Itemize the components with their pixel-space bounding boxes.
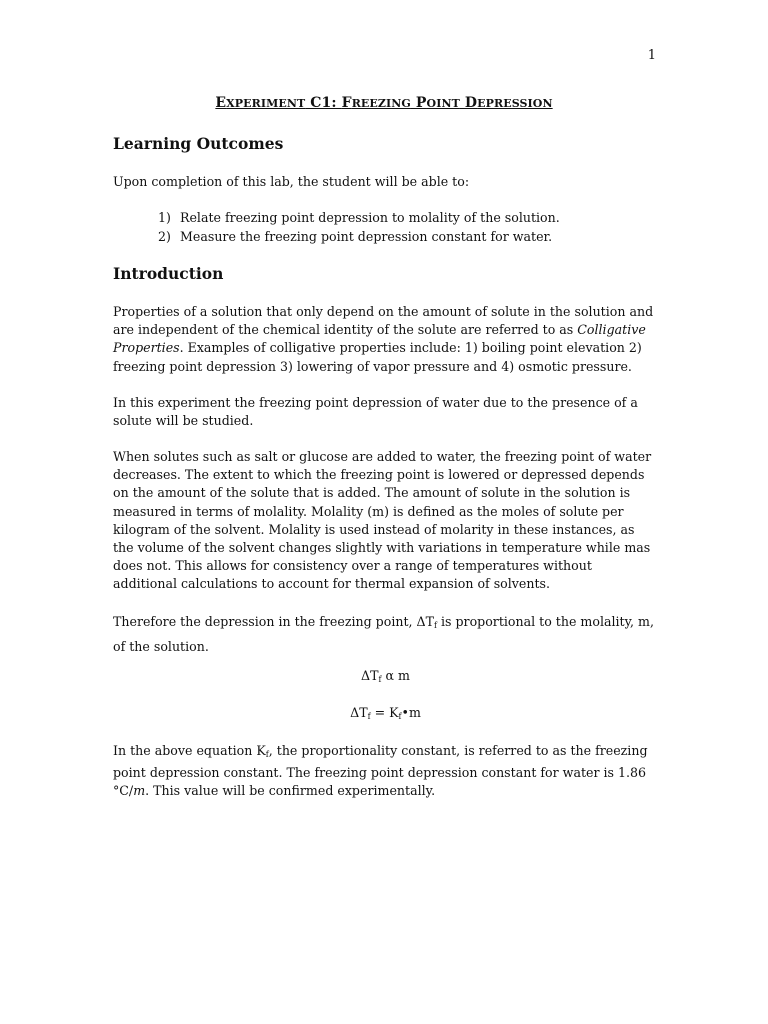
list-item-text: Measure the freezing point depression constant for water. xyxy=(180,229,553,244)
title-part: EPRESSION xyxy=(477,97,553,110)
learning-outcomes-intro: Upon completion of this lab, the student will be able to: xyxy=(113,174,470,189)
intro-paragraph-4 xyxy=(113,611,658,657)
text-run: = K xyxy=(370,705,399,720)
page-number: 1 xyxy=(647,48,656,63)
equation-freezing-point xyxy=(113,705,658,721)
text-run: is proportional to the molality, m, of the solution. xyxy=(113,614,654,654)
text-run: α m xyxy=(381,668,410,683)
text-run: ΔT xyxy=(350,705,368,720)
introduction-heading: Introduction xyxy=(113,264,224,283)
intro-paragraph-1 xyxy=(113,303,658,376)
title-part: D xyxy=(459,95,478,111)
text-run: . This value will be confirmed experimentally. xyxy=(145,783,436,799)
list-item-number: 2) xyxy=(158,229,171,244)
text-run-italic: m xyxy=(133,783,146,799)
text-run: . Examples of colligative properties include: 1) boiling point elevation 2) freezing point depression 3) lowering of vapor pressure and 4) osmotic pressure. xyxy=(113,340,642,374)
subscript: f xyxy=(378,675,382,684)
text-run: , the proportionality constant, is referred to as the freezing point depression constant. The freezing point depression constant for water is 1.86 °C/ xyxy=(113,743,648,799)
list-item-text: Relate freezing point depression to molality of the solution. xyxy=(180,210,560,225)
equation-proportional xyxy=(113,668,658,684)
learning-outcomes-heading: Learning Outcomes xyxy=(113,134,284,153)
list-item xyxy=(158,208,560,227)
title-part: OINT xyxy=(426,97,460,110)
learning-outcomes-list xyxy=(158,208,560,246)
title-part: REEZING xyxy=(351,97,411,110)
text-run: In the above equation K xyxy=(113,743,266,758)
list-item-number: 1) xyxy=(158,210,171,225)
title-part: E xyxy=(215,95,227,111)
title-part: C1: xyxy=(305,95,342,111)
text-run: •m xyxy=(401,705,421,720)
text-run-italic: Colligative Properties xyxy=(113,322,646,356)
title-part: XPERIMENT xyxy=(226,97,306,110)
subscript: f xyxy=(398,712,402,721)
subscript: f xyxy=(367,712,371,721)
subscript: f xyxy=(265,750,269,759)
document-title xyxy=(0,95,768,111)
intro-paragraph-2: In this experiment the freezing point depression of water due to the presence of a solute will be studied. xyxy=(113,395,638,429)
title-part: P xyxy=(410,95,427,111)
list-item xyxy=(158,227,560,246)
subscript: f xyxy=(434,621,437,630)
text-run: Properties of a solution that only depend on the amount of solute in the solution and are independent of the chemical identity of the solute are referred to as xyxy=(113,304,654,338)
intro-paragraph-3: When solutes such as salt or glucose are added to water, the freezing point of water decreases. The extent to which the freezing point is lowered or depressed depends on the amount of the solute that is added. The amount of solute in the solution is measured in terms of molality. Molality (m) is defined as the moles of solute per kilogram of the solvent. Molality is used instead of molarity in these instances, as the volume of the solvent changes slightly with variations in temperature while mas does not. This allows for consistency over a range of temperatures without additional calculations to account for thermal expansion of solvents. xyxy=(113,449,652,592)
text-run: ΔT xyxy=(361,668,379,683)
text-run: Therefore the depression in the freezing point, ΔT xyxy=(113,614,435,629)
intro-paragraph-5 xyxy=(113,742,658,801)
title-part: F xyxy=(341,95,352,111)
